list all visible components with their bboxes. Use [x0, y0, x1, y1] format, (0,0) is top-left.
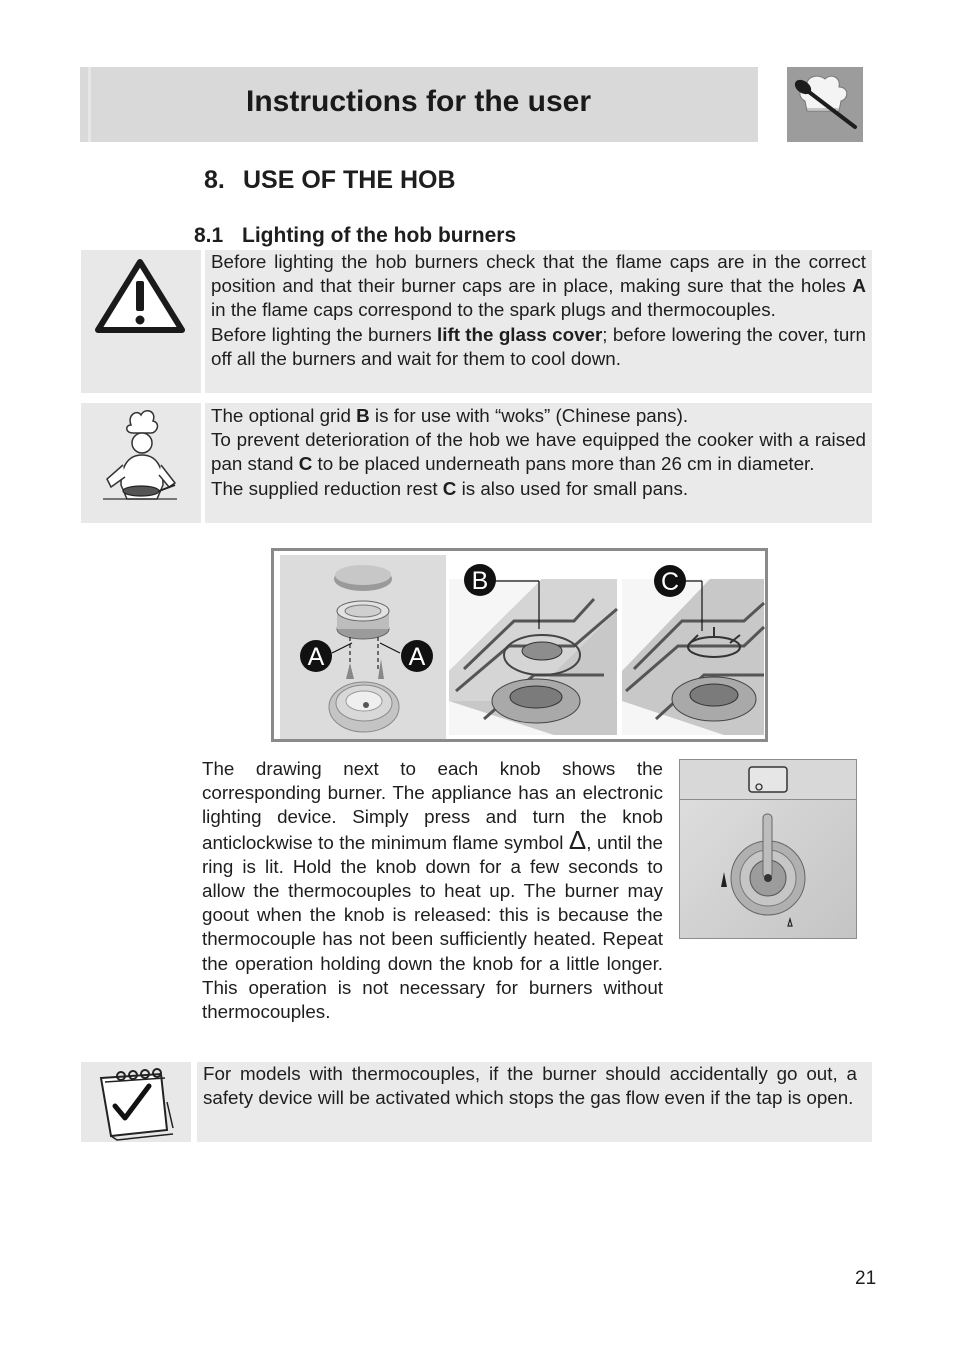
- chef-text-cell: [205, 403, 872, 523]
- subsection-number: 8.1: [194, 224, 224, 247]
- warning-paragraph-1: Before lighting the hob burners check that the flame caps are in the correct position and that their burner caps are in place, making sure that the holes A in the flame caps correspond to the spark plugs and thermocouples.: [211, 251, 866, 321]
- note-icon-cell: [81, 1062, 191, 1142]
- chef-cooking-icon: [81, 403, 201, 523]
- knob-description: The drawing next to each knob shows the corresponding burner. The appliance has an electronic lighting device. Simply press and turn the knob anticlockwise to the minimum flame symbol Δ, until the ring is lit. Hold the knob down for a few seconds to allow the thermocouples to heat up. The burner may goout when the knob is released: this is because the thermocouple has not been sufficiently heated. Repeat the operation holding down the knob for a little longer. This operation is not necessary for burners without thermocouples.: [202, 758, 664, 1023]
- flame-symbol: Δ: [568, 824, 587, 855]
- chef-paragraph-3: The supplied reduction rest C is also used for small pans.: [211, 477, 689, 499]
- chef-hat-spoon-icon: [787, 67, 863, 142]
- svg-text:B: B: [471, 567, 489, 595]
- chef-icon-cell: [81, 403, 201, 523]
- pan-stand-illustration: [622, 579, 764, 735]
- wok-grid-illustration: [449, 579, 617, 735]
- chef-paragraph-1: The optional grid B is for use with “woks” (Chinese pans).: [211, 405, 689, 426]
- chef-paragraph-2: To prevent deterioration of the hob we have equipped the cooker with a raised pan stand C to be placed underneath pans more than 26 cm in diameter.: [211, 429, 866, 475]
- svg-text:A: A: [408, 643, 426, 671]
- warning-paragraph-2: Before lighting the burners lift the glass cover; before lowering the cover, turn off all the burners and wait for them to cool down.: [211, 323, 866, 369]
- warning-triangle-icon: [81, 250, 201, 393]
- section-number: 8.: [204, 166, 225, 194]
- label-c: [654, 565, 686, 597]
- note-paragraph: For models with thermocouples, if the burner should accidentally go out, a safety device will be activated which stops the gas flow even if the tap is open.: [203, 1063, 857, 1109]
- section-title: USE OF THE HOB: [243, 166, 456, 194]
- burner-figure: [271, 548, 768, 742]
- subsection-heading: [194, 224, 516, 248]
- header-title: Instructions for the user: [246, 85, 592, 118]
- svg-text:A: A: [307, 643, 325, 671]
- section-heading: [204, 166, 456, 195]
- label-b: [464, 564, 496, 596]
- page-number: 21: [855, 1268, 877, 1289]
- note-text-cell: [197, 1062, 872, 1142]
- control-knob-illustration: [679, 759, 857, 939]
- svg-text:C: C: [660, 568, 680, 596]
- warning-text-cell: [205, 250, 872, 393]
- header-bar: [80, 67, 758, 142]
- notepad-check-icon: [81, 1062, 191, 1142]
- subsection-title: Lighting of the hob burners: [242, 224, 517, 247]
- warning-icon-cell: [81, 250, 201, 393]
